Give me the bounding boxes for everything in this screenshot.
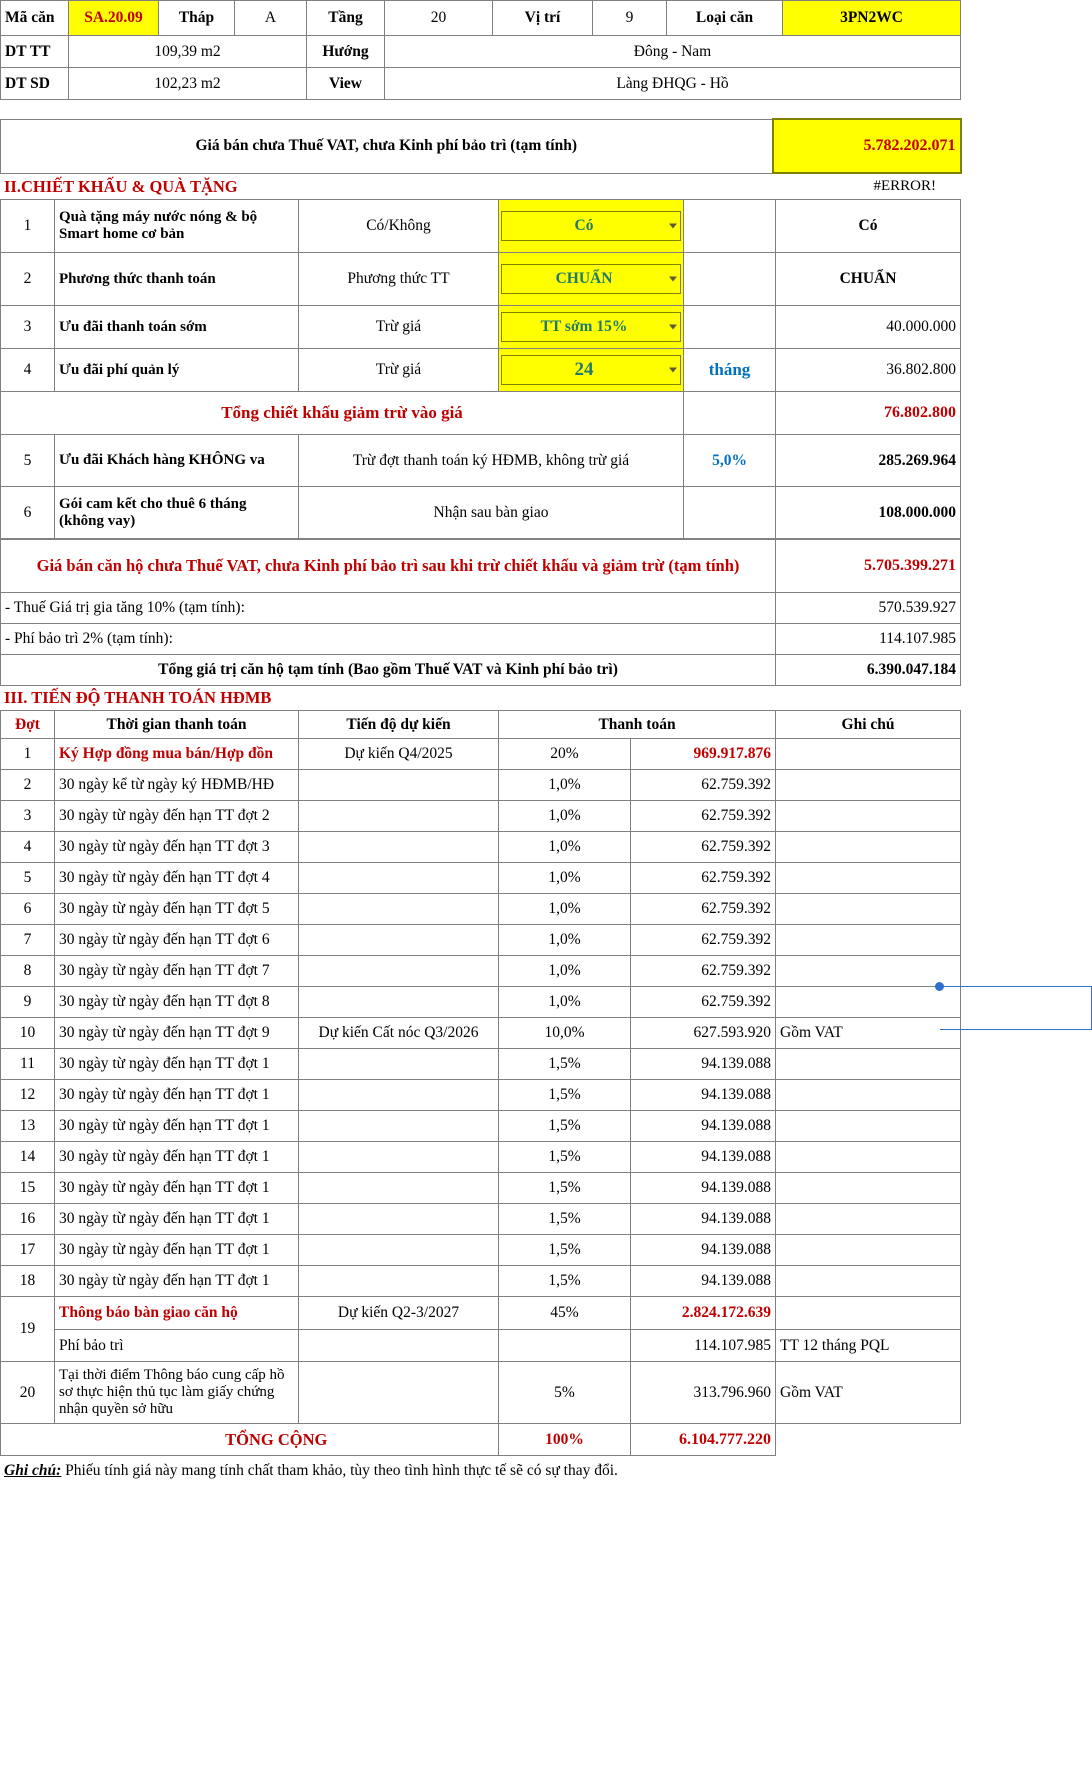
cell-cursor-marker[interactable] bbox=[940, 986, 1092, 1030]
schedule-row-pct: 1,5% bbox=[499, 1266, 631, 1297]
schedule-row-time: 30 ngày từ ngày đến hạn TT đợt 1 bbox=[55, 1111, 299, 1142]
schedule-row-progress bbox=[299, 1330, 499, 1362]
schedule-row-pct: 1,0% bbox=[499, 894, 631, 925]
table-row bbox=[1, 1080, 961, 1111]
schedule-row-progress bbox=[299, 1266, 499, 1297]
schedule-row-progress bbox=[299, 1362, 499, 1424]
discount-row-select-cell[interactable] bbox=[499, 253, 684, 306]
schedule-row-pct: 1,0% bbox=[499, 801, 631, 832]
discount-row-name: Ưu đãi Khách hàng KHÔNG va bbox=[55, 435, 299, 487]
schedule-row-time: Tại thời điểm Thông báo cung cấp hồ sơ thực hiện thủ tục làm giấy chứng nhận quyền sở hữu bbox=[55, 1362, 299, 1424]
schedule-row-no: 4 bbox=[1, 832, 55, 863]
discount-row-name: Phương thức thanh toán bbox=[55, 253, 299, 306]
schedule-row-pct: 10,0% bbox=[499, 1018, 631, 1049]
schedule-row-note bbox=[776, 956, 961, 987]
schedule-row-no: 1 bbox=[1, 739, 55, 770]
discount-row-amount: 40.000.000 bbox=[776, 306, 961, 349]
discount-row-unit bbox=[684, 253, 776, 306]
schedule-row-time: 30 ngày từ ngày đến hạn TT đợt 1 bbox=[55, 1204, 299, 1235]
schedule-row-pct: 1,5% bbox=[499, 1080, 631, 1111]
schedule-header-dot: Đợt bbox=[1, 711, 55, 739]
schedule-row-time: 30 ngày từ ngày đến hạn TT đợt 1 bbox=[55, 1235, 299, 1266]
vi-tri-label: Vị trí bbox=[493, 1, 593, 36]
payment-schedule-table bbox=[0, 710, 961, 1456]
ma-can-label: Mã căn bbox=[1, 1, 69, 36]
schedule-header-payment: Thanh toán bbox=[499, 711, 776, 739]
base-price-label: Giá bán chưa Thuế VAT, chưa Kinh phí bảo trì (tạm tính) bbox=[1, 119, 773, 173]
schedule-row-note bbox=[776, 1266, 961, 1297]
table-row bbox=[1, 894, 961, 925]
schedule-row-amount: 313.796.960 bbox=[631, 1362, 776, 1424]
view-value: Làng ĐHQG - Hồ bbox=[385, 68, 961, 100]
schedule-row-note: Gồm VAT bbox=[776, 1362, 961, 1424]
vi-tri-value: 9 bbox=[593, 1, 667, 36]
table-row bbox=[1, 801, 961, 832]
schedule-row-note bbox=[776, 1173, 961, 1204]
schedule-row-time: 30 ngày từ ngày đến hạn TT đợt 7 bbox=[55, 956, 299, 987]
base-price-table bbox=[0, 118, 962, 174]
schedule-row-no: 9 bbox=[1, 987, 55, 1018]
schedule-row-time: 30 ngày từ ngày đến hạn TT đợt 9 bbox=[55, 1018, 299, 1049]
discount-row-select-cell[interactable] bbox=[499, 349, 684, 392]
schedule-row-time: 30 ngày từ ngày đến hạn TT đợt 6 bbox=[55, 925, 299, 956]
unit-header-table bbox=[0, 0, 961, 100]
discount-row-pct: 5,0% bbox=[684, 435, 776, 487]
schedule-row-pct: 1,0% bbox=[499, 956, 631, 987]
schedule-row-progress: Dự kiến Cất nóc Q3/2026 bbox=[299, 1018, 499, 1049]
schedule-row-pct: 1,5% bbox=[499, 1142, 631, 1173]
table-row bbox=[1, 987, 961, 1018]
discount-row-no: 3 bbox=[1, 306, 55, 349]
schedule-row-note bbox=[776, 1049, 961, 1080]
schedule-row-progress bbox=[299, 894, 499, 925]
footer-note-label: Ghi chú: bbox=[4, 1462, 62, 1479]
discount-row-no: 1 bbox=[1, 200, 55, 253]
discount-table bbox=[0, 199, 961, 539]
schedule-row-no: 16 bbox=[1, 1204, 55, 1235]
schedule-row-pct: 5% bbox=[499, 1362, 631, 1424]
thap-value: A bbox=[235, 1, 307, 36]
schedule-row-progress bbox=[299, 987, 499, 1018]
schedule-row-time: 30 ngày từ ngày đến hạn TT đợt 2 bbox=[55, 801, 299, 832]
footer-note bbox=[0, 1456, 1092, 1480]
schedule-row-amount: 94.139.088 bbox=[631, 1204, 776, 1235]
table-row bbox=[1, 1111, 961, 1142]
schedule-row-progress bbox=[299, 1111, 499, 1142]
schedule-row-progress bbox=[299, 1173, 499, 1204]
schedule-row-no: 20 bbox=[1, 1362, 55, 1424]
maintenance-label: - Phí bảo trì 2% (tạm tính): bbox=[1, 624, 776, 655]
table-row bbox=[1, 1173, 961, 1204]
table-row bbox=[1, 956, 961, 987]
schedule-row-progress bbox=[299, 770, 499, 801]
schedule-row-note bbox=[776, 863, 961, 894]
discount-row-no: 2 bbox=[1, 253, 55, 306]
section3-title-table bbox=[0, 686, 960, 710]
table-row bbox=[1, 925, 961, 956]
schedule-row-time: Phí bảo trì bbox=[55, 1330, 299, 1362]
loai-can-label: Loại căn bbox=[667, 1, 783, 36]
maintenance-value: 114.107.985 bbox=[776, 624, 961, 655]
grand-total-value: 6.390.047.184 bbox=[776, 655, 961, 686]
schedule-row-amount: 62.759.392 bbox=[631, 832, 776, 863]
dt-tt-value: 109,39 m2 bbox=[69, 36, 307, 68]
chevron-down-icon[interactable] bbox=[669, 277, 677, 282]
schedule-row-time: 30 ngày từ ngày đến hạn TT đợt 1 bbox=[55, 1049, 299, 1080]
schedule-row-time: 30 ngày từ ngày đến hạn TT đợt 4 bbox=[55, 863, 299, 894]
schedule-row-time: 30 ngày từ ngày đến hạn TT đợt 1 bbox=[55, 1142, 299, 1173]
schedule-row-pct: 1,5% bbox=[499, 1111, 631, 1142]
schedule-row-pct: 45% bbox=[499, 1297, 631, 1330]
summary-table bbox=[0, 539, 961, 686]
schedule-row-note bbox=[776, 739, 961, 770]
schedule-row-no: 15 bbox=[1, 1173, 55, 1204]
schedule-total-amount: 6.104.777.220 bbox=[631, 1424, 776, 1456]
total-discount-spacer bbox=[684, 392, 776, 435]
schedule-row-pct: 1,0% bbox=[499, 832, 631, 863]
table-row bbox=[1, 1018, 961, 1049]
schedule-total-spacer-a bbox=[1, 1424, 55, 1456]
schedule-row-time: 30 ngày từ ngày đến hạn TT đợt 1 bbox=[55, 1080, 299, 1111]
schedule-row-pct: 1,5% bbox=[499, 1204, 631, 1235]
schedule-header-progress: Tiến độ dự kiến bbox=[299, 711, 499, 739]
section2-title-table bbox=[0, 174, 960, 199]
dropdown-management-fee-value: 24 bbox=[574, 359, 594, 380]
schedule-row-pct: 1,0% bbox=[499, 863, 631, 894]
after-discount-label: Giá bán căn hộ chưa Thuế VAT, chưa Kinh phí bảo trì sau khi trừ chiết khấu và giảm trừ (tạm tính) bbox=[1, 540, 776, 593]
dropdown-payment-method-value: CHUẨN bbox=[555, 270, 613, 287]
schedule-row-progress bbox=[299, 1204, 499, 1235]
schedule-row-time: 30 ngày từ ngày đến hạn TT đợt 3 bbox=[55, 832, 299, 863]
schedule-row-pct: 1,0% bbox=[499, 925, 631, 956]
schedule-row-amount: 62.759.392 bbox=[631, 956, 776, 987]
schedule-row-amount: 94.139.088 bbox=[631, 1235, 776, 1266]
schedule-row-pct: 1,0% bbox=[499, 770, 631, 801]
discount-row-unit bbox=[684, 200, 776, 253]
schedule-row-no: 7 bbox=[1, 925, 55, 956]
schedule-row-note bbox=[776, 925, 961, 956]
schedule-row-progress bbox=[299, 1049, 499, 1080]
schedule-row-pct: 20% bbox=[499, 739, 631, 770]
schedule-row-progress bbox=[299, 1235, 499, 1266]
schedule-row-amount: 62.759.392 bbox=[631, 801, 776, 832]
loai-can-value[interactable]: 3PN2WC bbox=[783, 1, 961, 36]
dropdown-payment-method[interactable] bbox=[501, 264, 681, 294]
schedule-row-note bbox=[776, 1111, 961, 1142]
view-label: View bbox=[307, 68, 385, 100]
grand-total-label: Tổng giá trị căn hộ tạm tính (Bao gồm Thuế VAT và Kinh phí bảo trì) bbox=[1, 655, 776, 686]
schedule-row-no: 13 bbox=[1, 1111, 55, 1142]
thap-label: Tháp bbox=[159, 1, 235, 36]
schedule-row-amount: 62.759.392 bbox=[631, 925, 776, 956]
schedule-row-pct: 1,5% bbox=[499, 1173, 631, 1204]
table-row bbox=[1, 832, 961, 863]
schedule-row-progress: Dự kiến Q2-3/2027 bbox=[299, 1297, 499, 1330]
schedule-row-time: 30 ngày từ ngày đến hạn TT đợt 5 bbox=[55, 894, 299, 925]
table-row bbox=[1, 1266, 961, 1297]
schedule-row-amount: 114.107.985 bbox=[631, 1330, 776, 1362]
schedule-row-amount: 94.139.088 bbox=[631, 1049, 776, 1080]
schedule-row-amount: 62.759.392 bbox=[631, 894, 776, 925]
schedule-row-note bbox=[776, 1142, 961, 1173]
dropdown-gift-value: Có bbox=[574, 217, 594, 234]
schedule-total-label: TỔNG CỘNG bbox=[55, 1424, 499, 1456]
footer-note-text: Phiếu tính giá này mang tính chất tham khảo, tùy theo tình hình thực tế sẽ có sự thay đổi. bbox=[61, 1462, 618, 1479]
section2-title: II.CHIẾT KHẤU & QUÀ TẶNG bbox=[0, 174, 620, 199]
dt-sd-value: 102,23 m2 bbox=[69, 68, 307, 100]
schedule-row-no: 2 bbox=[1, 770, 55, 801]
schedule-row-no: 18 bbox=[1, 1266, 55, 1297]
chevron-down-icon[interactable] bbox=[669, 368, 677, 373]
table-row bbox=[1, 1049, 961, 1080]
schedule-row-note: TT 12 tháng PQL bbox=[776, 1330, 961, 1362]
schedule-row-note bbox=[776, 987, 961, 1018]
schedule-row-progress bbox=[299, 1142, 499, 1173]
discount-row-pct bbox=[684, 487, 776, 539]
huong-label: Hướng bbox=[307, 36, 385, 68]
schedule-total-spacer-b bbox=[776, 1424, 961, 1456]
discount-row-unit bbox=[684, 306, 776, 349]
discount-row-no: 5 bbox=[1, 435, 55, 487]
schedule-header-note: Ghi chú bbox=[776, 711, 961, 739]
schedule-row-time: 30 ngày từ ngày đến hạn TT đợt 1 bbox=[55, 1173, 299, 1204]
schedule-row-time: 30 ngày từ ngày đến hạn TT đợt 8 bbox=[55, 987, 299, 1018]
schedule-row-amount: 94.139.088 bbox=[631, 1266, 776, 1297]
tang-value: 20 bbox=[385, 1, 493, 36]
base-price-value[interactable]: 5.782.202.071 bbox=[773, 119, 961, 173]
schedule-row-progress: Dự kiến Q4/2025 bbox=[299, 739, 499, 770]
after-discount-value: 5.705.399.271 bbox=[776, 540, 961, 593]
dropdown-management-fee-months[interactable] bbox=[501, 355, 681, 385]
schedule-row-amount: 2.824.172.639 bbox=[631, 1297, 776, 1330]
table-row bbox=[1, 1142, 961, 1173]
discount-row-name: Ưu đãi phí quản lý bbox=[55, 349, 299, 392]
table-row bbox=[1, 863, 961, 894]
schedule-row-note bbox=[776, 832, 961, 863]
schedule-row-time: 30 ngày từ ngày đến hạn TT đợt 1 bbox=[55, 1266, 299, 1297]
table-row bbox=[1, 1235, 961, 1266]
discount-row-amount: 108.000.000 bbox=[776, 487, 961, 539]
schedule-row-pct: 1,0% bbox=[499, 987, 631, 1018]
schedule-row-amount: 94.139.088 bbox=[631, 1111, 776, 1142]
schedule-row-amount: 62.759.392 bbox=[631, 863, 776, 894]
discount-row-type: Phương thức TT bbox=[299, 253, 499, 306]
ma-can-value[interactable]: SA.20.09 bbox=[69, 1, 159, 36]
discount-row-name: Ưu đãi thanh toán sớm bbox=[55, 306, 299, 349]
section2-error: #ERROR! bbox=[620, 174, 960, 199]
schedule-row-amount: 94.139.088 bbox=[631, 1173, 776, 1204]
schedule-row-progress bbox=[299, 863, 499, 894]
discount-row-select-cell[interactable] bbox=[499, 306, 684, 349]
discount-row-amount: 36.802.800 bbox=[776, 349, 961, 392]
schedule-row-no: 14 bbox=[1, 1142, 55, 1173]
schedule-row-amount: 969.917.876 bbox=[631, 739, 776, 770]
schedule-row-progress bbox=[299, 956, 499, 987]
schedule-row-no: 12 bbox=[1, 1080, 55, 1111]
discount-row-type: Có/Không bbox=[299, 200, 499, 253]
discount-row-amount: Có bbox=[776, 200, 961, 253]
section3-title: III. TIẾN ĐỘ THANH TOÁN HĐMB bbox=[0, 686, 960, 710]
dt-sd-label: DT SD bbox=[1, 68, 69, 100]
discount-row-name: Quà tặng máy nước nóng & bộ Smart home cơ bản bbox=[55, 200, 299, 253]
schedule-row-note bbox=[776, 1235, 961, 1266]
dropdown-early-payment[interactable] bbox=[501, 312, 681, 342]
tang-label: Tầng bbox=[307, 1, 385, 36]
schedule-row-no: 11 bbox=[1, 1049, 55, 1080]
schedule-row-progress bbox=[299, 801, 499, 832]
schedule-row-progress bbox=[299, 1080, 499, 1111]
schedule-row-note bbox=[776, 770, 961, 801]
schedule-total-pct: 100% bbox=[499, 1424, 631, 1456]
schedule-row-note bbox=[776, 894, 961, 925]
schedule-row-note bbox=[776, 1080, 961, 1111]
schedule-row-no: 6 bbox=[1, 894, 55, 925]
total-discount-label: Tổng chiết khấu giảm trừ vào giá bbox=[1, 392, 684, 435]
schedule-row-progress bbox=[299, 925, 499, 956]
discount-row-unit: tháng bbox=[684, 349, 776, 392]
table-row bbox=[1, 739, 961, 770]
schedule-row-pct: 1,5% bbox=[499, 1049, 631, 1080]
schedule-row-note: Gồm VAT bbox=[776, 1018, 961, 1049]
schedule-row-note bbox=[776, 801, 961, 832]
table-row bbox=[1, 770, 961, 801]
schedule-row-amount: 627.593.920 bbox=[631, 1018, 776, 1049]
discount-row-no: 6 bbox=[1, 487, 55, 539]
schedule-row-amount: 94.139.088 bbox=[631, 1080, 776, 1111]
vat-label: - Thuế Giá trị gia tăng 10% (tạm tính): bbox=[1, 593, 776, 624]
schedule-row-no: 10 bbox=[1, 1018, 55, 1049]
schedule-row-progress bbox=[299, 832, 499, 863]
discount-row-amount: CHUẨN bbox=[776, 253, 961, 306]
schedule-row-pct bbox=[499, 1330, 631, 1362]
schedule-row-note bbox=[776, 1297, 961, 1330]
chevron-down-icon[interactable] bbox=[669, 325, 677, 330]
discount-row-type: Nhận sau bàn giao bbox=[299, 487, 684, 539]
spacer-after-header bbox=[0, 100, 1092, 118]
dropdown-gift[interactable] bbox=[501, 211, 681, 241]
discount-row-name: Gói cam kết cho thuê 6 tháng (không vay) bbox=[55, 487, 299, 539]
schedule-row-note bbox=[776, 1204, 961, 1235]
schedule-row-no: 5 bbox=[1, 863, 55, 894]
discount-row-type: Trừ giá bbox=[299, 306, 499, 349]
huong-value: Đông - Nam bbox=[385, 36, 961, 68]
schedule-row-time: 30 ngày kể từ ngày ký HĐMB/HĐ bbox=[55, 770, 299, 801]
schedule-row-no: 3 bbox=[1, 801, 55, 832]
schedule-row-time: Ký Hợp đồng mua bán/Hợp đồn bbox=[55, 739, 299, 770]
schedule-row-amount: 94.139.088 bbox=[631, 1142, 776, 1173]
total-discount-value: 76.802.800 bbox=[776, 392, 961, 435]
discount-row-type: Trừ đợt thanh toán ký HĐMB, không trừ giá bbox=[299, 435, 684, 487]
discount-row-amount: 285.269.964 bbox=[776, 435, 961, 487]
discount-row-no: 4 bbox=[1, 349, 55, 392]
discount-row-select-cell[interactable] bbox=[499, 200, 684, 253]
schedule-header-time: Thời gian thanh toán bbox=[55, 711, 299, 739]
discount-row-type: Trừ giá bbox=[299, 349, 499, 392]
schedule-row-no: 8 bbox=[1, 956, 55, 987]
table-row bbox=[1, 1204, 961, 1235]
schedule-row-no: 17 bbox=[1, 1235, 55, 1266]
schedule-row-amount: 62.759.392 bbox=[631, 770, 776, 801]
dt-tt-label: DT TT bbox=[1, 36, 69, 68]
schedule-row-no: 19 bbox=[1, 1297, 55, 1362]
schedule-row-time: Thông báo bàn giao căn hộ bbox=[55, 1297, 299, 1330]
schedule-row-pct: 1,5% bbox=[499, 1235, 631, 1266]
vat-value: 570.539.927 bbox=[776, 593, 961, 624]
dropdown-early-payment-value: TT sớm 15% bbox=[540, 318, 628, 335]
schedule-row-amount: 62.759.392 bbox=[631, 987, 776, 1018]
chevron-down-icon[interactable] bbox=[669, 224, 677, 229]
